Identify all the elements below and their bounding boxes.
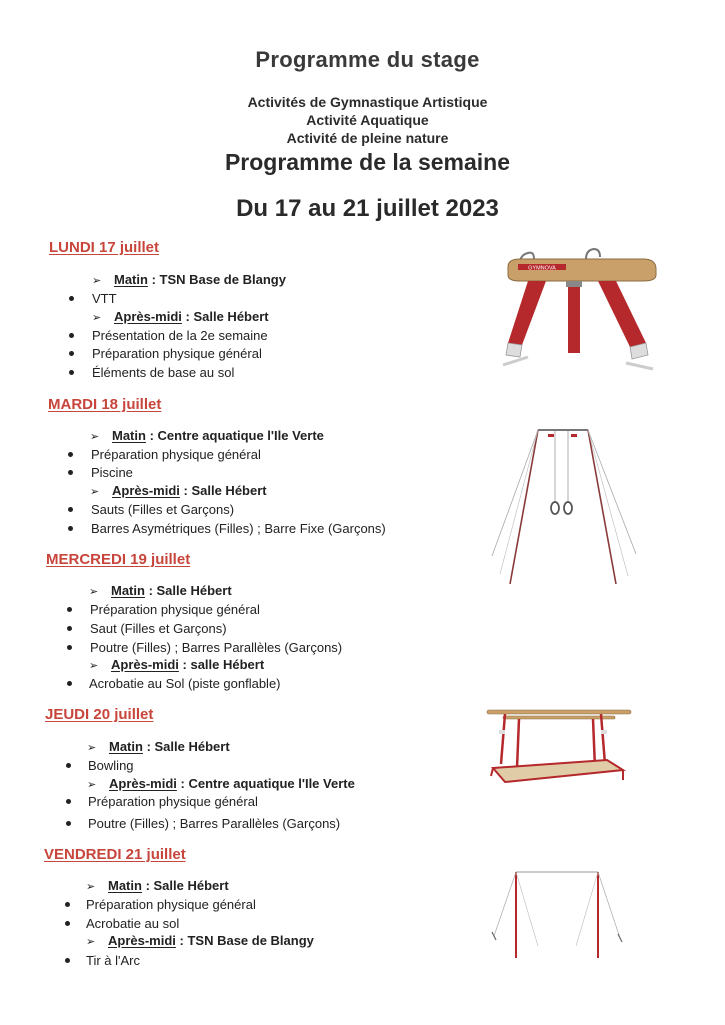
apresmidi-label: Après-midi [114, 309, 182, 324]
mardi-matin-line [90, 428, 324, 443]
subtitle-aquatic: Activité Aquatique [306, 112, 429, 128]
list-item: Préparation physique général [91, 447, 261, 462]
apresmidi-location: : Centre aquatique l'Ile Verte [176, 776, 355, 791]
bullet-icon [69, 370, 74, 375]
arrow-icon: ➢ [92, 275, 102, 287]
list-item: Bowling [88, 758, 134, 773]
arrow-icon: ➢ [86, 881, 96, 893]
list-item: Acrobatie au Sol (piste gonflable) [89, 676, 281, 691]
arrow-icon: ➢ [87, 779, 97, 791]
arrow-icon: ➢ [89, 660, 99, 672]
week-heading: Programme de la semaine [224, 149, 511, 175]
list-item: Tir à l'Arc [86, 953, 140, 968]
matin-location: : Centre aquatique l'Ile Verte [145, 428, 324, 443]
list-item: VTT [92, 291, 117, 306]
parallel-bars-image [483, 704, 635, 790]
matin-label: Matin [112, 428, 146, 443]
list-item: Préparation physique général [86, 897, 256, 912]
apresmidi-location: : Salle Hébert [179, 483, 267, 498]
arrow-icon: ➢ [89, 586, 99, 598]
bullet-icon [65, 958, 70, 963]
apresmidi-location: : Salle Hébert [181, 309, 269, 324]
arrow-icon: ➢ [90, 431, 100, 443]
apresmidi-label: Après-midi [111, 657, 179, 672]
day-title-mardi: MARDI 18 juillet [48, 396, 162, 413]
jeudi-matin-line [87, 739, 230, 754]
vendredi-matin-line [86, 878, 229, 893]
bullet-icon [69, 333, 74, 338]
day-title-mercredi: MERCREDI 19 juillet [46, 551, 191, 568]
high-bar-image [486, 866, 626, 966]
bullet-icon [67, 645, 72, 650]
matin-label: Matin [111, 583, 145, 598]
matin-label: Matin [109, 739, 143, 754]
lundi-matin-line [92, 272, 286, 287]
matin-location: : Salle Hébert [141, 878, 229, 893]
list-item: Barres Asymétriques (Filles) ; Barre Fixe (Garçons) [91, 521, 386, 536]
mardi-apresmidi-line [90, 483, 267, 498]
list-item: Piscine [91, 465, 133, 480]
brand-label: GYMNOVA [528, 265, 556, 272]
page-title: Programme du stage [255, 47, 480, 72]
bullet-icon [68, 526, 73, 531]
pommel-horse-image [498, 245, 663, 380]
bullet-icon [69, 296, 74, 301]
bullet-icon [65, 921, 70, 926]
matin-location: : Salle Hébert [144, 583, 232, 598]
mercredi-apresmidi-line [89, 657, 264, 672]
bullet-icon [66, 763, 71, 768]
matin-location: : Salle Hébert [142, 739, 230, 754]
matin-location: : TSN Base de Blangy [147, 272, 286, 287]
bullet-icon [68, 452, 73, 457]
list-item: Saut (Filles et Garçons) [90, 621, 227, 636]
matin-label: Matin [114, 272, 148, 287]
arrow-icon: ➢ [86, 936, 96, 948]
subtitle-nature: Activité de pleine nature [286, 130, 449, 146]
bullet-icon [67, 681, 72, 686]
day-title-lundi: LUNDI 17 juillet [49, 239, 160, 256]
bullet-icon [65, 902, 70, 907]
bullet-icon [66, 821, 71, 826]
bullet-icon [66, 799, 71, 804]
bullet-icon [67, 626, 72, 631]
arrow-icon: ➢ [90, 486, 100, 498]
dates-heading: Du 17 au 21 juillet 2023 [236, 195, 499, 222]
lundi-apresmidi-line [92, 309, 269, 324]
day-title-vendredi: VENDREDI 21 juillet [44, 846, 186, 863]
matin-label: Matin [108, 878, 142, 893]
list-item: Préparation physique général [88, 794, 258, 809]
subtitle-gymnastics: Activités de Gymnastique Artistique [247, 94, 488, 110]
list-item: Éléments de base au sol [92, 365, 235, 380]
bullet-icon [68, 507, 73, 512]
list-item: Présentation de la 2e semaine [92, 328, 268, 343]
arrow-icon: ➢ [87, 742, 97, 754]
rings-frame-image [488, 424, 638, 589]
day-title-jeudi: JEUDI 20 juillet [45, 706, 154, 723]
list-item: Préparation physique général [92, 346, 262, 361]
arrow-icon: ➢ [92, 312, 102, 324]
list-item: Préparation physique général [90, 602, 260, 617]
jeudi-apresmidi-line [87, 776, 355, 791]
mercredi-matin-line [89, 583, 232, 598]
apresmidi-location: : salle Hébert [178, 657, 265, 672]
list-item: Poutre (Filles) ; Barres Parallèles (Garçons) [88, 816, 341, 831]
vendredi-apresmidi-line [86, 933, 314, 948]
list-item: Poutre (Filles) ; Barres Parallèles (Garçons) [90, 640, 343, 655]
apresmidi-label: Après-midi [108, 933, 176, 948]
list-item: Sauts (Filles et Garçons) [91, 502, 235, 517]
apresmidi-location: : TSN Base de Blangy [175, 933, 314, 948]
bullet-icon [69, 351, 74, 356]
bullet-icon [68, 470, 73, 475]
apresmidi-label: Après-midi [109, 776, 177, 791]
bullet-icon [67, 607, 72, 612]
list-item: Acrobatie au sol [86, 916, 180, 931]
apresmidi-label: Après-midi [112, 483, 180, 498]
